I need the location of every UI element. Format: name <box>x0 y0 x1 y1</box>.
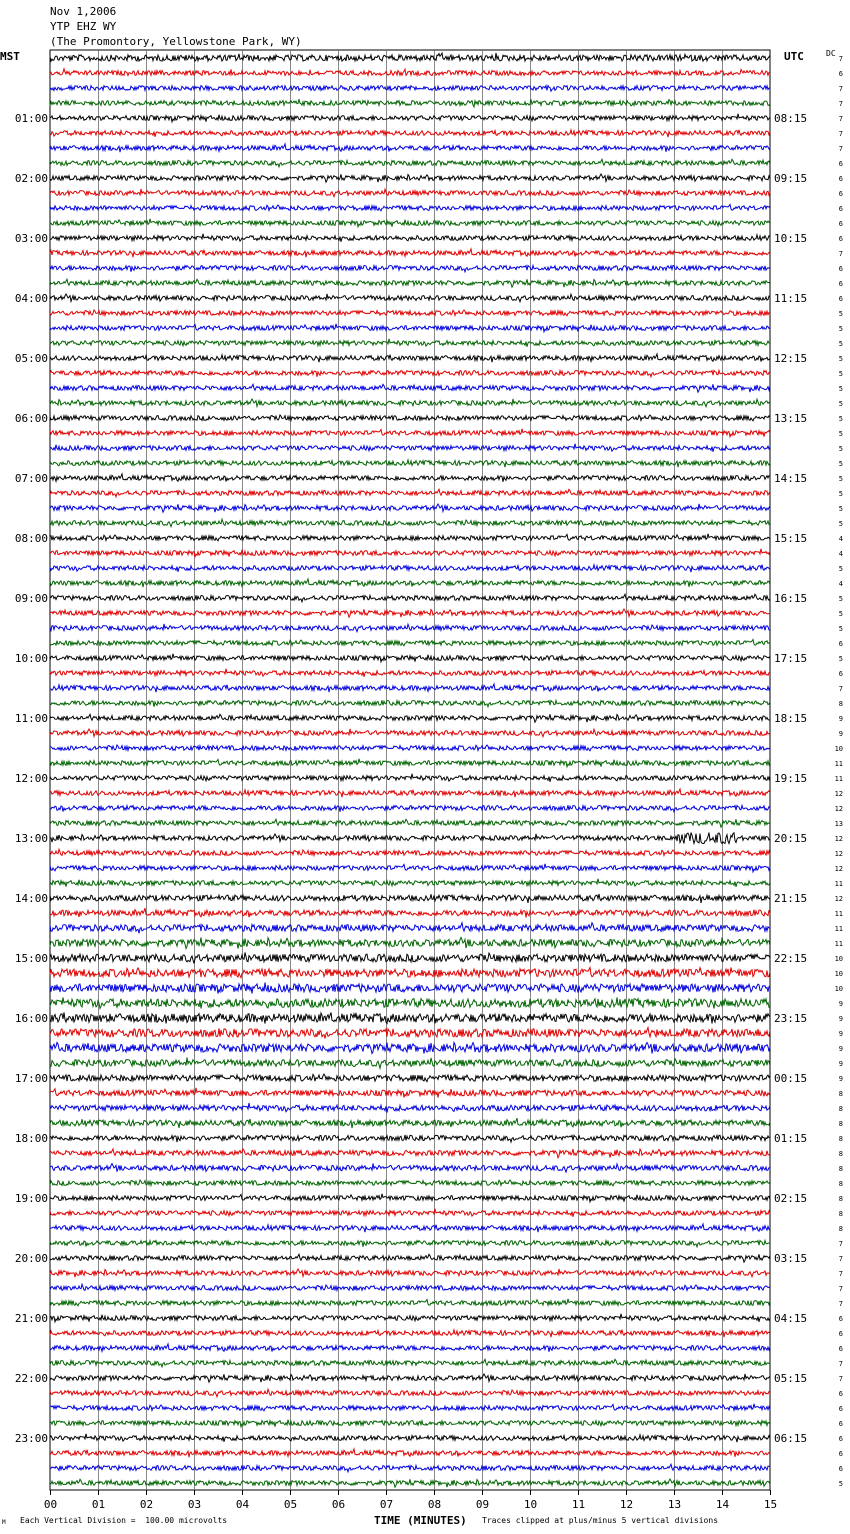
seismic-trace <box>50 234 770 242</box>
dc-offset-value: 9 <box>838 1015 843 1023</box>
right-hour-label: 03:15 <box>774 1252 808 1265</box>
seismic-trace <box>50 669 770 677</box>
seismic-trace <box>50 714 770 722</box>
dc-offset-value: 7 <box>838 1255 843 1263</box>
dc-offset-value: 5 <box>838 370 843 378</box>
seismic-trace <box>50 460 770 468</box>
seismic-trace <box>50 99 770 107</box>
seismic-trace <box>50 745 770 751</box>
dc-offset-value: 7 <box>838 55 843 63</box>
seismic-trace <box>50 1224 770 1232</box>
seismic-trace <box>50 279 770 287</box>
x-tick-label: 10 <box>523 1498 538 1511</box>
seismic-trace <box>50 1103 770 1113</box>
dc-offset-value: 5 <box>838 520 843 528</box>
left-hour-label: 18:00 <box>14 1132 48 1145</box>
left-hour-label: 20:00 <box>14 1252 48 1265</box>
seismic-trace <box>50 1404 770 1411</box>
dc-offset-value: 5 <box>838 595 843 603</box>
seismic-trace <box>50 594 770 602</box>
dc-offset-value: 11 <box>834 880 843 888</box>
dc-offset-value: 4 <box>838 550 843 558</box>
right-hour-label: 22:15 <box>774 952 808 965</box>
right-hour-label: 21:15 <box>774 892 808 905</box>
dc-offset-value: 5 <box>838 505 843 513</box>
left-hour-label: 23:00 <box>14 1432 48 1445</box>
seismic-trace <box>50 549 770 557</box>
dc-offset-value: 12 <box>834 850 843 858</box>
seismic-trace <box>50 789 770 797</box>
seismic-trace <box>50 159 770 167</box>
seismic-trace <box>50 1164 770 1173</box>
plot-date: Nov 1,2006 <box>50 5 117 18</box>
dc-offset-value: 8 <box>838 700 843 708</box>
right-hour-label: 09:15 <box>774 172 808 185</box>
dc-offset-value: 6 <box>838 205 843 213</box>
seismic-trace <box>50 249 770 257</box>
dc-offset-value: 5 <box>838 565 843 573</box>
dc-offset-value: 11 <box>834 925 843 933</box>
seismic-trace <box>50 1180 770 1186</box>
seismic-trace <box>50 938 770 949</box>
dc-offset-value: 8 <box>838 1210 843 1218</box>
seismic-trace <box>50 1149 770 1158</box>
right-hour-label: 17:15 <box>774 652 808 665</box>
seismic-trace <box>50 1118 770 1128</box>
left-timezone-label: MST <box>0 50 20 63</box>
seismic-trace <box>50 908 770 917</box>
dc-offset-value: 7 <box>838 1360 843 1368</box>
dc-offset-value: 9 <box>838 715 843 723</box>
right-hour-label: 20:15 <box>774 832 808 845</box>
dc-offset-value: 6 <box>838 280 843 288</box>
seismic-trace <box>50 1420 770 1427</box>
left-hour-label: 09:00 <box>14 592 48 605</box>
seismic-trace <box>50 1284 770 1290</box>
seismic-trace <box>50 1135 770 1142</box>
seismic-trace <box>50 640 770 646</box>
seismic-trace <box>50 1074 770 1082</box>
dc-offset-value: 7 <box>838 130 843 138</box>
dc-offset-value: 5 <box>838 655 843 663</box>
left-hour-label: 13:00 <box>14 832 48 845</box>
x-tick-label: 00 <box>43 1498 58 1511</box>
right-hour-label: 15:15 <box>774 532 808 545</box>
dc-offset-value: 9 <box>838 1060 843 1068</box>
seismic-trace <box>50 1043 770 1054</box>
dc-offset-value: 7 <box>838 1300 843 1308</box>
left-hour-label: 22:00 <box>14 1372 48 1385</box>
dc-offset-value: 7 <box>838 685 843 693</box>
right-hour-label: 12:15 <box>774 352 808 365</box>
seismic-trace <box>50 294 770 302</box>
seismic-trace <box>50 69 770 76</box>
left-hour-label: 04:00 <box>14 292 48 305</box>
left-hour-label: 06:00 <box>14 412 48 425</box>
seismic-trace <box>50 339 770 347</box>
seismic-trace <box>50 998 770 1009</box>
dc-offset-value: 5 <box>838 340 843 348</box>
left-hour-label: 12:00 <box>14 772 48 785</box>
dc-offset-value: 7 <box>838 145 843 153</box>
seismic-trace <box>50 1374 770 1382</box>
left-hour-label: 07:00 <box>14 472 48 485</box>
dc-offset-value: 6 <box>838 1405 843 1413</box>
seismic-trace <box>50 1344 770 1352</box>
dc-offset-header: DC <box>826 49 836 58</box>
dc-offset-value: 12 <box>834 835 843 843</box>
x-tick-label: 14 <box>715 1498 730 1511</box>
dc-offset-value: 7 <box>838 100 843 108</box>
right-timezone-label: UTC <box>784 50 804 63</box>
seismic-trace <box>50 444 770 452</box>
x-tick-label: 13 <box>667 1498 682 1511</box>
left-hour-label: 21:00 <box>14 1312 48 1325</box>
dc-offset-value: 6 <box>838 670 843 678</box>
dc-offset-value: 6 <box>838 1465 843 1473</box>
dc-offset-value: 4 <box>838 580 843 588</box>
seismic-trace <box>50 1013 770 1024</box>
seismic-trace <box>50 415 770 421</box>
scale-note: Each Vertical Division = 100.00 microvolts <box>20 1516 228 1525</box>
x-tick-label: 05 <box>283 1498 298 1511</box>
left-hour-label: 03:00 <box>14 232 48 245</box>
right-hour-label: 13:15 <box>774 412 808 425</box>
dc-offset-value: 5 <box>838 430 843 438</box>
right-hour-label: 08:15 <box>774 112 808 125</box>
dc-offset-value: 5 <box>838 355 843 363</box>
dc-offset-value: 11 <box>834 940 843 948</box>
x-tick-label: 04 <box>235 1498 250 1511</box>
dc-offset-value: 10 <box>834 955 843 963</box>
dc-offset-value: 9 <box>838 1030 843 1038</box>
seismic-trace <box>50 894 770 903</box>
dc-offset-value: 5 <box>838 400 843 408</box>
seismic-trace <box>50 1299 770 1306</box>
dc-offset-value: 9 <box>838 1000 843 1008</box>
dc-offset-value: 6 <box>838 1450 843 1458</box>
right-hour-label: 14:15 <box>774 472 808 485</box>
station-code: YTP EHZ WY <box>50 20 117 33</box>
x-tick-label: 15 <box>763 1498 778 1511</box>
seismic-trace <box>50 849 770 855</box>
left-hour-label: 08:00 <box>14 532 48 545</box>
seismic-trace <box>50 624 770 632</box>
right-hour-label: 02:15 <box>774 1192 808 1205</box>
dc-offset-value: 12 <box>834 895 843 903</box>
seismic-trace <box>50 1389 770 1396</box>
x-tick-label: 12 <box>619 1498 634 1511</box>
seismic-trace <box>50 953 770 964</box>
station-location: (The Promontory, Yellowstone Park, WY) <box>50 35 302 48</box>
left-hour-label: 15:00 <box>14 952 48 965</box>
dc-offset-value: 10 <box>834 745 843 753</box>
dc-offset-value: 5 <box>838 490 843 498</box>
dc-offset-value: 9 <box>838 1045 843 1053</box>
left-hour-label: 11:00 <box>14 712 48 725</box>
seismic-trace <box>50 324 770 332</box>
dc-offset-value: 13 <box>834 820 843 828</box>
dc-offset-value: 6 <box>838 1330 843 1338</box>
dc-offset-value: 9 <box>838 730 843 738</box>
dc-offset-value: 5 <box>838 325 843 333</box>
seismic-trace <box>50 1330 770 1338</box>
dc-offset-value: 8 <box>838 1225 843 1233</box>
dc-offset-value: 6 <box>838 1420 843 1428</box>
dc-offset-value: 12 <box>834 805 843 813</box>
seismic-trace <box>50 53 770 61</box>
seismic-trace <box>50 1194 770 1202</box>
seismic-trace <box>50 774 770 782</box>
seismic-trace <box>50 1269 770 1277</box>
seismic-trace <box>50 174 770 182</box>
dc-offset-value: 5 <box>838 460 843 468</box>
seismic-trace <box>50 429 770 437</box>
seismic-trace <box>50 879 770 887</box>
dc-offset-value: 10 <box>834 970 843 978</box>
dc-offset-value: 11 <box>834 775 843 783</box>
right-hour-label: 06:15 <box>774 1432 808 1445</box>
seismic-trace <box>50 370 770 377</box>
x-tick-label: 09 <box>475 1498 490 1511</box>
seismic-trace <box>50 923 770 934</box>
dc-offset-value: 7 <box>838 250 843 258</box>
seismic-trace <box>50 399 770 407</box>
left-hour-label: 01:00 <box>14 112 48 125</box>
seismic-trace <box>50 1479 770 1487</box>
dc-offset-value: 5 <box>838 475 843 483</box>
seismic-trace <box>50 1254 770 1262</box>
left-hour-label: 10:00 <box>14 652 48 665</box>
right-hour-label: 01:15 <box>774 1132 808 1145</box>
dc-offset-value: 7 <box>838 1285 843 1293</box>
dc-offset-value: 6 <box>838 1390 843 1398</box>
dc-offset-value: 6 <box>838 640 843 648</box>
dc-offset-value: 11 <box>834 760 843 768</box>
seismic-trace <box>50 144 770 152</box>
corner-mark: M <box>2 1519 6 1526</box>
seismic-trace <box>50 565 770 572</box>
seismic-trace <box>50 114 770 122</box>
seismic-trace <box>50 805 770 812</box>
left-hour-label: 14:00 <box>14 892 48 905</box>
seismic-trace <box>50 579 770 587</box>
dc-offset-value: 7 <box>838 115 843 123</box>
dc-offset-value: 5 <box>838 415 843 423</box>
dc-offset-value: 8 <box>838 1120 843 1128</box>
seismic-trace <box>50 519 770 526</box>
dc-offset-value: 12 <box>834 865 843 873</box>
right-hour-label: 04:15 <box>774 1312 808 1325</box>
dc-offset-value: 12 <box>834 790 843 798</box>
x-tick-label: 06 <box>331 1498 346 1511</box>
dc-offset-value: 6 <box>838 1435 843 1443</box>
seismic-trace <box>50 310 770 316</box>
left-hour-label: 05:00 <box>14 352 48 365</box>
right-hour-label: 19:15 <box>774 772 808 785</box>
seismic-trace <box>50 1359 770 1367</box>
dc-offset-value: 5 <box>838 310 843 318</box>
dc-offset-value: 8 <box>838 1105 843 1113</box>
dc-offset-value: 6 <box>838 235 843 243</box>
right-hour-label: 16:15 <box>774 592 808 605</box>
right-hour-label: 05:15 <box>774 1372 808 1385</box>
dc-offset-value: 5 <box>838 385 843 393</box>
dc-offset-value: 8 <box>838 1195 843 1203</box>
dc-offset-value: 7 <box>838 1270 843 1278</box>
left-hour-label: 02:00 <box>14 172 48 185</box>
seismic-trace <box>50 654 770 662</box>
seismic-trace <box>50 819 770 827</box>
x-tick-label: 07 <box>379 1498 394 1511</box>
seismic-trace <box>50 759 770 767</box>
dc-offset-value: 6 <box>838 295 843 303</box>
seismic-trace <box>50 205 770 211</box>
x-tick-label: 02 <box>139 1498 154 1511</box>
dc-offset-value: 6 <box>838 70 843 78</box>
seismic-trace <box>50 474 770 482</box>
dc-offset-value: 6 <box>838 1315 843 1323</box>
seismic-trace <box>50 1058 770 1069</box>
right-hour-label: 00:15 <box>774 1072 808 1085</box>
seismic-trace <box>50 265 770 272</box>
seismic-trace <box>50 1434 770 1442</box>
left-hour-label: 17:00 <box>14 1072 48 1085</box>
right-hour-label: 18:15 <box>774 712 808 725</box>
seismic-trace <box>50 684 770 692</box>
seismic-trace <box>50 189 770 197</box>
dc-offset-value: 11 <box>834 910 843 918</box>
dc-offset-value: 6 <box>838 1345 843 1353</box>
dc-offset-value: 8 <box>838 1150 843 1158</box>
x-tick-label: 11 <box>571 1498 586 1511</box>
seismic-trace <box>50 864 770 872</box>
right-hour-label: 11:15 <box>774 292 808 305</box>
seismic-trace <box>50 968 770 978</box>
x-tick-label: 08 <box>427 1498 442 1511</box>
dc-offset-value: 6 <box>838 175 843 183</box>
seismic-trace <box>50 534 770 541</box>
right-hour-label: 10:15 <box>774 232 808 245</box>
seismic-trace <box>50 130 770 137</box>
x-tick-label: 01 <box>91 1498 106 1511</box>
seismic-trace <box>50 729 770 737</box>
seismic-trace <box>50 833 770 844</box>
dc-offset-value: 8 <box>838 1180 843 1188</box>
dc-offset-value: 6 <box>838 190 843 198</box>
seismic-trace <box>50 1464 770 1472</box>
seismic-trace <box>50 354 770 362</box>
seismic-trace <box>50 609 770 617</box>
dc-offset-value: 8 <box>838 1135 843 1143</box>
dc-offset-value: 5 <box>838 445 843 453</box>
left-hour-label: 19:00 <box>14 1192 48 1205</box>
x-tick-label: 03 <box>187 1498 202 1511</box>
seismic-trace <box>50 1028 770 1039</box>
seismic-trace <box>50 489 770 497</box>
seismic-trace <box>50 1088 770 1098</box>
dc-offset-value: 6 <box>838 160 843 168</box>
clip-note: Traces clipped at plus/minus 5 vertical divisions <box>482 1516 719 1525</box>
dc-offset-value: 5 <box>838 625 843 633</box>
dc-offset-value: 10 <box>834 985 843 993</box>
right-hour-label: 23:15 <box>774 1012 808 1025</box>
left-hour-label: 16:00 <box>14 1012 48 1025</box>
seismic-trace <box>50 983 770 994</box>
dc-offset-value: 5 <box>838 610 843 618</box>
dc-offset-value: 8 <box>838 1165 843 1173</box>
seismic-trace <box>50 504 770 512</box>
seismic-trace <box>50 1209 770 1217</box>
dc-offset-value: 7 <box>838 1240 843 1248</box>
dc-offset-value: 4 <box>838 535 843 543</box>
dc-offset-value: 6 <box>838 265 843 273</box>
dc-offset-value: 5 <box>838 1480 843 1488</box>
dc-offset-value: 7 <box>838 1375 843 1383</box>
seismic-trace <box>50 1240 770 1247</box>
seismic-trace <box>50 384 770 392</box>
dc-offset-value: 8 <box>838 1090 843 1098</box>
dc-offset-value: 7 <box>838 85 843 93</box>
seismic-trace <box>50 219 770 227</box>
x-axis-title: TIME (MINUTES) <box>374 1514 467 1527</box>
seismic-trace <box>50 1449 770 1457</box>
dc-offset-value: 9 <box>838 1075 843 1083</box>
seismic-trace <box>50 1314 770 1322</box>
seismic-trace <box>50 86 770 92</box>
dc-offset-value: 6 <box>838 220 843 228</box>
seismic-trace <box>50 700 770 707</box>
